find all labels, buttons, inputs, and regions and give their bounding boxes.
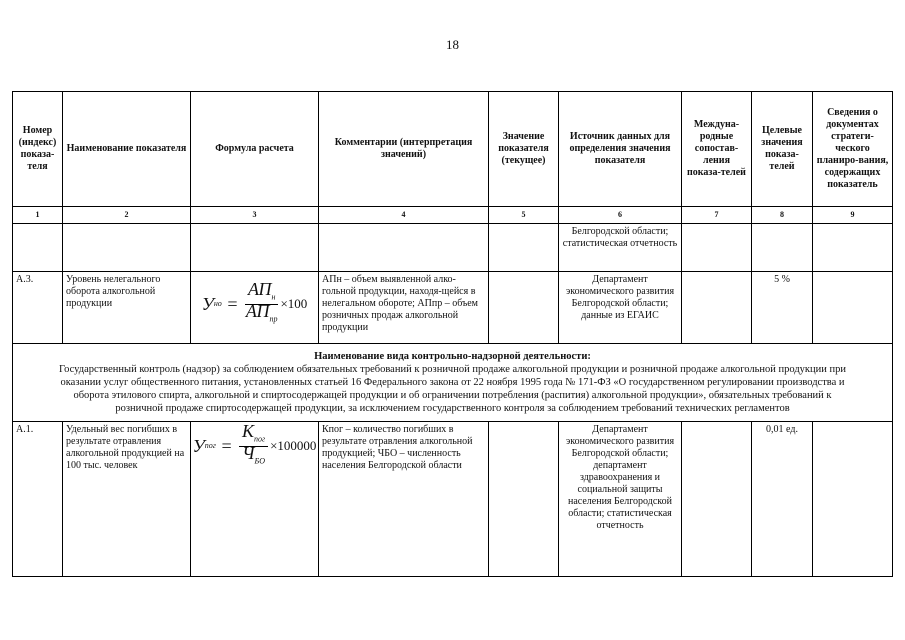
name-cell: Уровень нелегального оборота алкогольной продукции <box>63 272 191 344</box>
formula: У пог = $\frac{К_{пог}}{Ч_{БО}}$ ×100000 <box>192 420 317 466</box>
header-row <box>13 92 893 207</box>
source-cell: Департамент экономического развития Белгородской области; департамент здравоохранения и социальной защиты населения Белгородской области; статистическая отчетность <box>559 422 682 577</box>
section-row <box>13 344 893 422</box>
formula: У но = $\frac{АП_н}{АП_{пр}}$ ×100 <box>201 278 308 324</box>
col-number: 4 <box>319 207 489 224</box>
header-cell: Наименование показателя <box>63 92 191 207</box>
header-cell: Комментарии (интерпретация значений) <box>319 92 489 207</box>
header-cell: Сведения о документах стратеги-ческого планиро-вания, содержащих показатель <box>813 92 893 207</box>
page-number: 18 <box>446 37 459 52</box>
source-cell: Белгородской области; статистическая отчетность <box>559 224 682 272</box>
table-row-a3 <box>13 272 893 344</box>
name-cell: Удельный вес погибших в результате отравления алкогольной продукцией на 100 тыс. человек <box>63 422 191 577</box>
header-cell: Междуна-родные сопостав-ления показа-телей <box>682 92 752 207</box>
section-text: Государственный контроль (надзор) за соблюдением обязательных требований к розничной продаже алкогольной продукции и розничной продаже алкогольной продукции при оказании услуг общественного питания, установленных статьей 16 Федерального закона от 22 ноября 1995 года № 171-ФЗ «О государственном регулировании производства и оборота этилового спирта, алкогольной и спиртосодержащей продукции и об ограничении потребления (распития) алкогольной продукции», обязательных требований к розничной продаже спиртосодержащей продукции, за исключением государственного контроля за соблюдением требований технических регламентов <box>58 364 846 414</box>
col-number: 2 <box>63 207 191 224</box>
header-cell: Значение показателя (текущее) <box>489 92 559 207</box>
comment-cell: АПн – объем выявленной алко-гольной продукции, находя-щейся в нелегальном обороте; АПпр – объем розничных продаж алкогольной продукции <box>319 272 489 344</box>
section-title: Наименование вида контрольно-надзорной деятельности: <box>314 351 591 362</box>
header-cell: Формула расчета <box>191 92 319 207</box>
col-number: 8 <box>752 207 813 224</box>
header-cell: Номер (индекс) показа-теля <box>13 92 63 207</box>
column-number-row <box>13 207 893 224</box>
source-cell: Департамент экономического развития Белгородской области; данные из ЕГАИС <box>559 272 682 344</box>
indicators-table <box>12 91 893 577</box>
index-cell: А.1. <box>13 422 63 577</box>
header-cell: Источник данных для определения значения показателя <box>559 92 682 207</box>
header-cell: Целевые значения показа-телей <box>752 92 813 207</box>
table-row-a1 <box>13 422 893 577</box>
col-number: 1 <box>13 207 63 224</box>
col-number: 7 <box>682 207 752 224</box>
col-number: 9 <box>813 207 893 224</box>
formula-cell <box>191 272 319 344</box>
target-cell: 0,01 ед. <box>752 422 813 577</box>
col-number: 5 <box>489 207 559 224</box>
col-number: 6 <box>559 207 682 224</box>
continuation-row <box>13 224 893 272</box>
target-cell: 5 % <box>752 272 813 344</box>
index-cell: А.3. <box>13 272 63 344</box>
col-number: 3 <box>191 207 319 224</box>
comment-cell: Кпог – количество погибших в результате отравления алкогольной продукцией; ЧБО – численность населения Белгородской области <box>319 422 489 577</box>
formula-cell <box>191 422 319 577</box>
